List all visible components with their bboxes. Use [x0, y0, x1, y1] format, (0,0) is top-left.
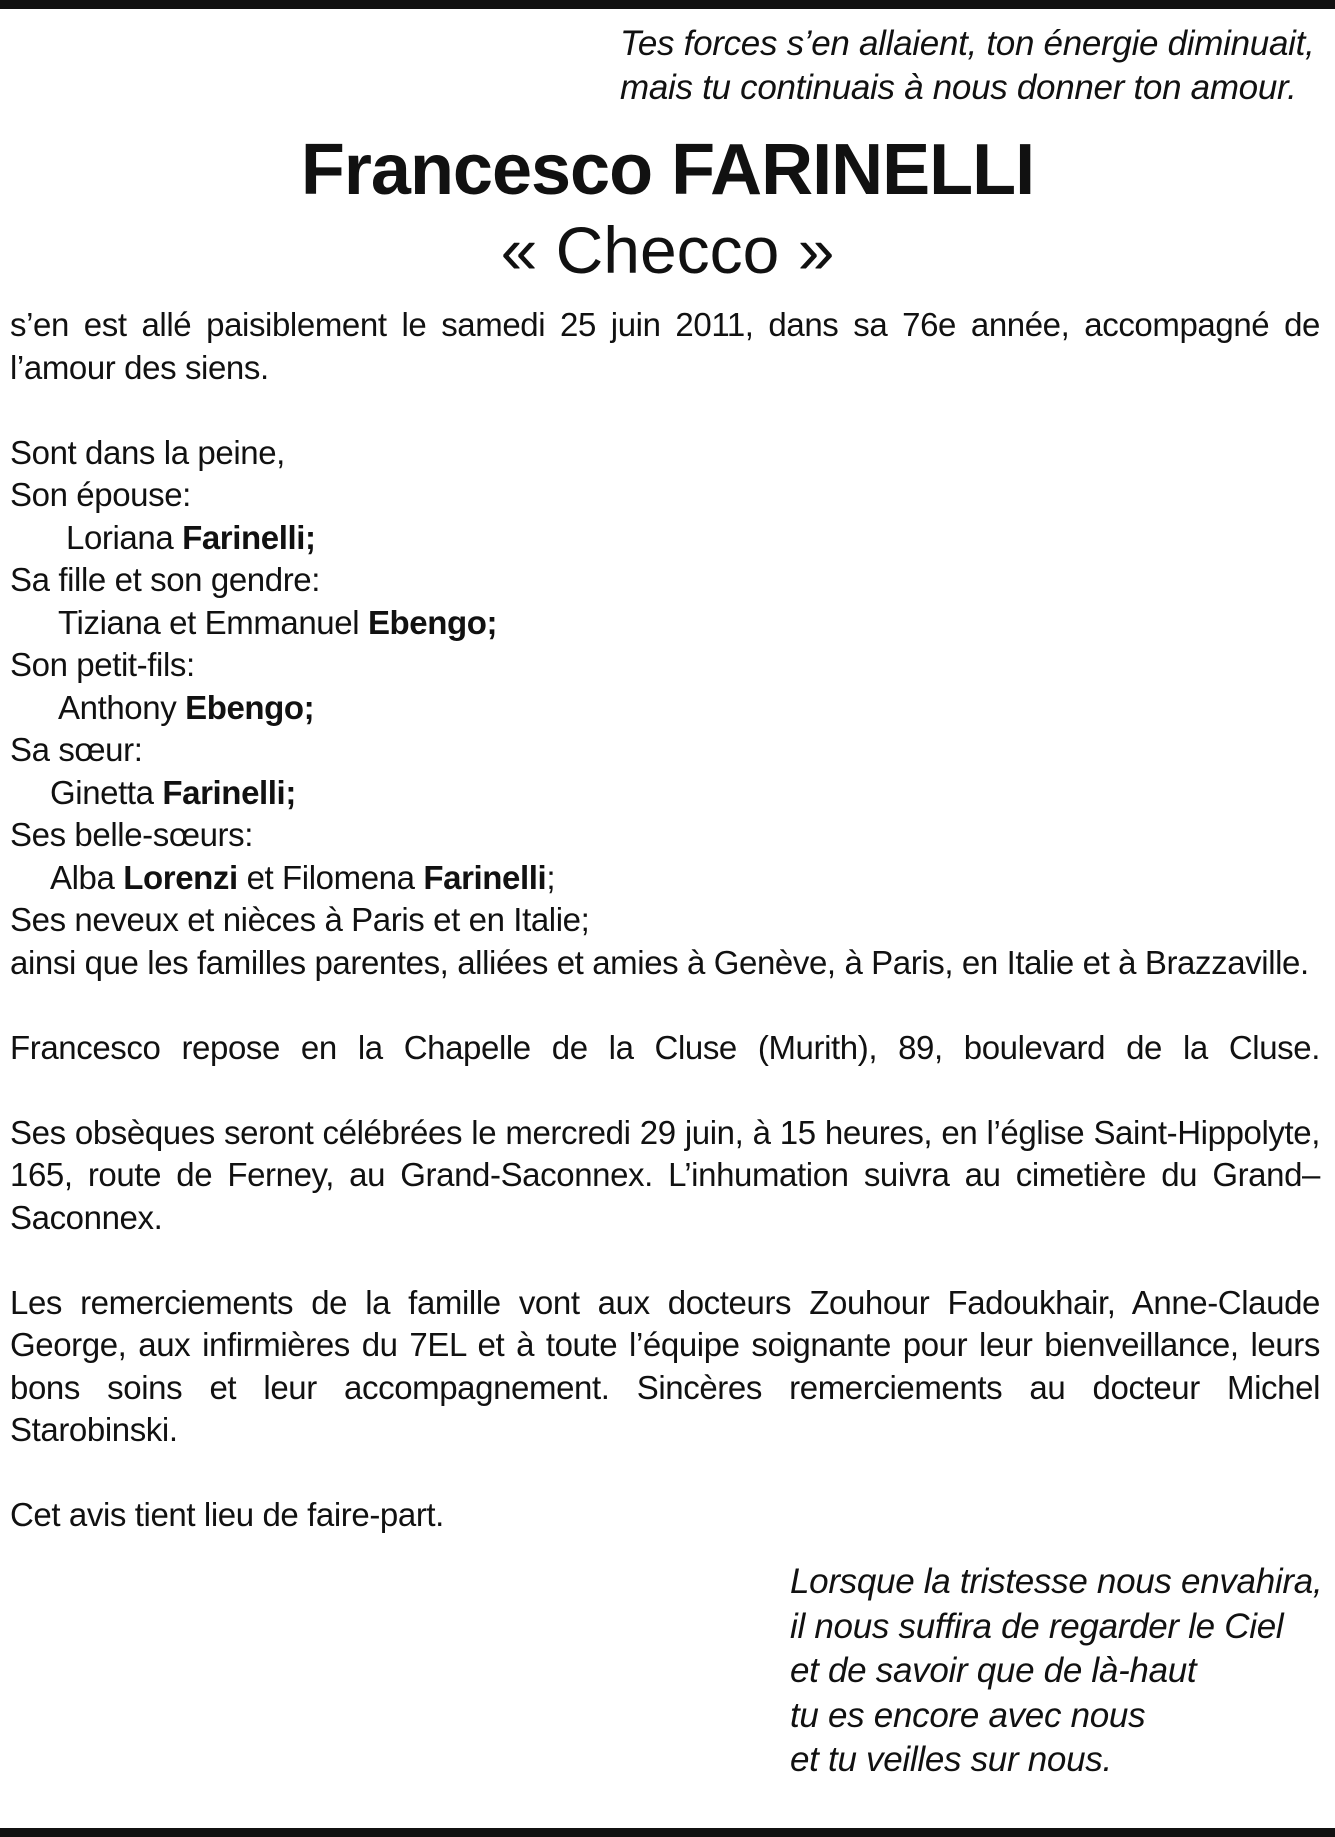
sister-label: Sa sœur: [10, 731, 143, 768]
rests-paragraph: Francesco repose en la Chapelle de la Cluse (Murith), 89, boulevard de la Cluse. [10, 1028, 1320, 1066]
deceased-name: Francesco FARINELLI [300, 130, 1035, 210]
surname: Farinelli; [182, 518, 316, 556]
closing-poem [790, 1560, 1335, 1783]
spacer [10, 1069, 1320, 1112]
surname: Ebengo; [185, 688, 315, 726]
spouse-label: Son épouse: [10, 476, 191, 513]
top-border-rule [0, 0, 1335, 9]
thanks-paragraph: Les remerciements de la famille vont aux docteurs Zouhour Fadoukhair, Anne-Claude George, aux infirmières du 7EL et à toute l’équipe soignante pour leur bienveillance, leurs bons soins et leur accompagnement. Sincères remerciements au docteur Michel Starobinski. [10, 1283, 1320, 1448]
announcement-paragraph: s’en est allé paisiblement le samedi 25 juin 2011, dans sa 76e année, accompagné de l’amour des siens. [10, 306, 1320, 386]
spacer [10, 1239, 1320, 1282]
surname: Lorenzi [123, 858, 238, 896]
poem-line: il nous suffira de regarder le Ciel [790, 1606, 1284, 1646]
opening-epigraph [620, 22, 1332, 110]
notice-body [10, 304, 1320, 1537]
spacer [10, 984, 1320, 1027]
poem-line: Lorsque la tristesse nous envahira, [790, 1562, 1323, 1601]
first-names: Ginetta [50, 773, 154, 811]
sisters-in-law-label: Ses belle-sœurs: [10, 816, 254, 853]
sisters-in-law-entry [10, 857, 1320, 900]
daughter-entry [10, 602, 1320, 645]
spouse-entry [10, 517, 1320, 560]
funeral-paragraph: Ses obsèques seront célébrées le mercredi 29 juin, à 15 heures, en l’église Saint-Hippolyte, 165, route de Ferney, au Grand-Saconnex. L’inhumation suivra au cimetière du Grand–Saconnex. [10, 1113, 1320, 1236]
deceased-nickname: « Checco » [500, 213, 835, 287]
punctuation: ; [546, 858, 556, 896]
grandson-label: Son petit-fils: [10, 646, 195, 683]
relatives-line: ainsi que les familles parentes, alliées et amies à Genève, à Paris, en Italie et à Brazzaville. [10, 943, 1309, 981]
surname: Farinelli [423, 858, 547, 896]
poem-line: tu es encore avec nous [790, 1695, 1146, 1735]
family-intro: Sont dans la peine, [10, 433, 285, 471]
notice-statement: Cet avis tient lieu de faire-part. [10, 1496, 444, 1533]
daughter-label: Sa fille et son gendre: [10, 561, 321, 598]
grandson-entry [10, 687, 1320, 730]
family-list [10, 432, 1320, 985]
spacer [10, 389, 1320, 432]
sister-entry [10, 772, 1320, 815]
spacer [10, 1452, 1320, 1495]
epigraph-line: mais tu continuais à nous donner ton amour. [620, 68, 1297, 107]
first-names: et Filomena [246, 858, 415, 896]
first-names: Loriana [66, 518, 174, 556]
nephews-line: Ses neveux et nièces à Paris et en Italie; [10, 901, 590, 938]
surname: Farinelli; [162, 773, 296, 811]
epigraph-line: Tes forces s’en allaient, ton énergie diminuait, [620, 24, 1315, 63]
surname: Ebengo; [367, 603, 498, 641]
first-names: Alba [50, 858, 115, 896]
poem-line: et tu veilles sur nous. [790, 1740, 1112, 1779]
first-names: Anthony [58, 688, 177, 726]
poem-line: et de savoir que de là-haut [790, 1651, 1197, 1690]
bottom-border-rule [0, 1828, 1335, 1837]
first-names: Tiziana et Emmanuel [58, 603, 360, 641]
